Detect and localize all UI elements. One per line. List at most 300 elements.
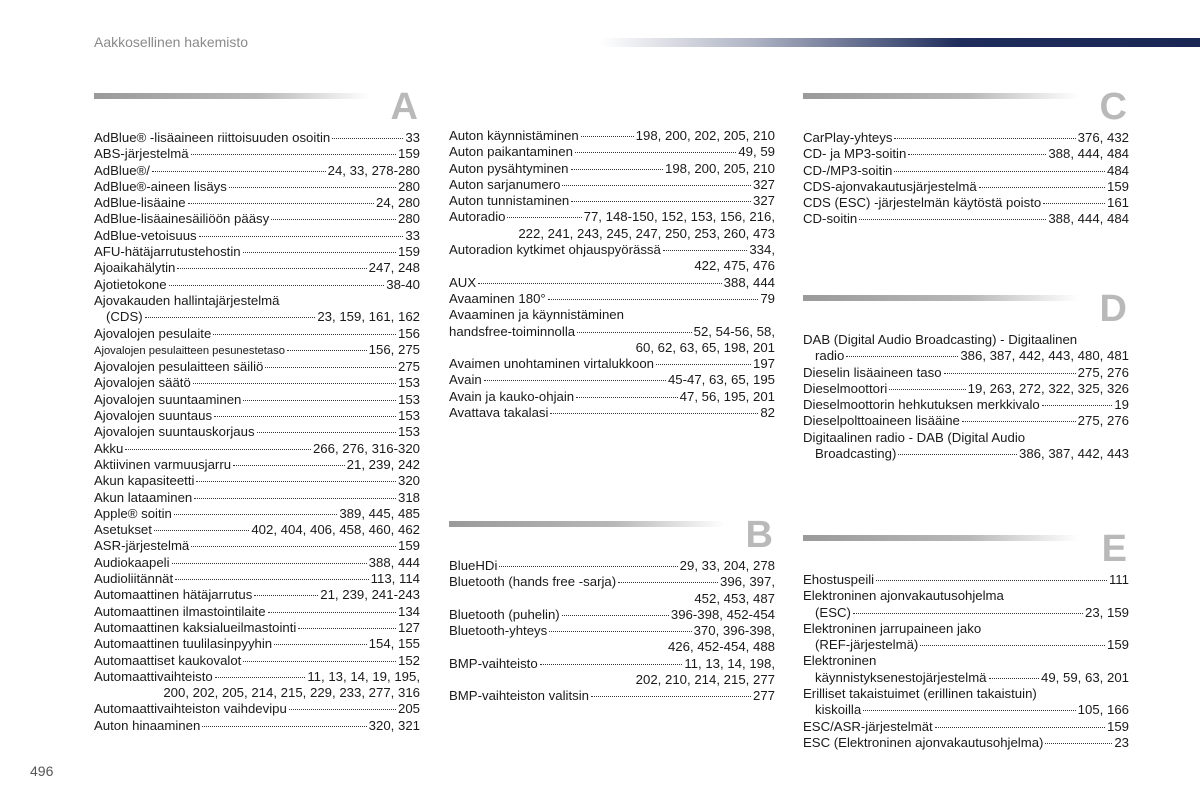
dot-leader — [979, 187, 1105, 188]
dot-leader — [962, 421, 1076, 422]
index-term: Audioliitännät — [94, 571, 174, 587]
index-page-refs: 334, — [749, 242, 775, 258]
index-term: BMP-vaihteiston valitsin — [449, 688, 589, 704]
index-column-2 — [449, 128, 775, 421]
index-entry — [94, 342, 420, 359]
index-term: Auton käynnistäminen — [449, 128, 579, 143]
dot-leader — [575, 152, 736, 153]
index-page-refs: 19 — [1114, 397, 1129, 413]
index-page-refs: 402, 404, 406, 458, 460, 462 — [251, 522, 420, 538]
index-entry — [449, 291, 775, 307]
index-page-refs: 266, 276, 316-320 — [312, 440, 420, 456]
index-page-refs: 318 — [397, 489, 420, 505]
index-term: AdBlue®-aineen lisäys — [94, 178, 227, 194]
index-entry — [94, 277, 420, 293]
index-page-refs: 105, 166 — [1077, 702, 1129, 718]
index-term: Autoradion kytkimet ohjauspyörässä — [449, 242, 661, 258]
dot-leader — [571, 201, 751, 202]
index-page-refs: 376, 432 — [1077, 130, 1129, 145]
index-entry — [449, 324, 775, 340]
index-term: Automaattinen tuulilasinpyyhin — [94, 636, 273, 652]
index-entry — [449, 242, 775, 258]
dot-leader — [571, 169, 664, 170]
index-entry — [94, 604, 420, 620]
index-list-c — [803, 130, 1129, 228]
index-page-refs: 388, 444, 484 — [1048, 146, 1129, 162]
index-entry — [803, 365, 1129, 381]
index-entry — [94, 718, 420, 734]
index-entry — [94, 506, 420, 522]
dot-leader — [549, 631, 691, 632]
index-term: AdBlue® -lisäaineen riittoisuuden osoitin — [94, 130, 331, 145]
index-entry — [94, 587, 420, 603]
index-entry — [803, 588, 1129, 604]
index-page-refs: 275, 276 — [1077, 364, 1129, 380]
dot-leader — [243, 400, 396, 401]
index-term: käynnistyksenestojärjestelmä — [815, 669, 987, 685]
section-e — [803, 528, 1129, 751]
index-page-refs: 159 — [1106, 178, 1129, 194]
index-term: CarPlay-yhteys — [803, 130, 893, 145]
index-term: Akun lataaminen — [94, 489, 193, 505]
index-entry — [94, 457, 420, 473]
dot-leader — [257, 432, 396, 433]
section-d-heading — [803, 288, 1129, 332]
section-rule — [803, 535, 1079, 541]
index-entry — [449, 688, 775, 704]
dot-leader — [894, 171, 1105, 172]
dot-leader — [591, 696, 751, 697]
dot-leader — [548, 299, 759, 300]
index-term: Dieselin lisäaineen taso — [803, 364, 942, 380]
dot-leader — [243, 252, 396, 253]
dot-leader — [243, 661, 396, 662]
index-term: CD-soitin — [803, 211, 858, 227]
dot-leader — [1045, 743, 1112, 744]
dot-leader — [663, 250, 747, 251]
index-entry — [449, 161, 775, 177]
section-letter-c: C — [1099, 86, 1127, 128]
dot-leader — [1043, 203, 1105, 204]
index-entry — [803, 572, 1129, 588]
index-term: Automaattiset kaukovalot — [94, 652, 242, 668]
index-entry — [803, 430, 1129, 446]
index-page-refs: 82 — [760, 405, 775, 421]
index-entry — [94, 309, 420, 325]
index-entry — [449, 591, 775, 607]
index-entry — [94, 441, 420, 457]
index-entry — [94, 571, 420, 587]
dot-leader — [1042, 405, 1113, 406]
index-entry — [449, 258, 775, 274]
index-page-refs: 386, 387, 442, 443 — [1019, 446, 1129, 462]
index-page-refs: 153 — [397, 375, 420, 391]
index-page-refs: 19, 263, 272, 322, 325, 326 — [967, 380, 1129, 396]
index-page-refs: 49, 59 — [738, 144, 775, 160]
index-entry — [449, 607, 775, 623]
index-term: AUX — [449, 274, 477, 290]
index-page-refs: 21, 239, 242 — [346, 456, 420, 472]
dot-leader — [191, 546, 396, 547]
index-page-refs: 49, 59, 63, 201 — [1041, 669, 1129, 685]
index-entry — [449, 389, 775, 405]
index-page-refs: 452, 453, 487 — [694, 590, 775, 606]
index-term: Auton paikantaminen — [449, 144, 573, 160]
dot-leader — [229, 187, 396, 188]
index-term: Autoradio — [449, 209, 506, 225]
index-term: Automaattinen kaksialueilmastointi — [94, 619, 297, 635]
section-letter-b: B — [745, 514, 773, 556]
index-term: Ajovakauden hallintajärjestelmä — [94, 292, 280, 308]
page-number: 496 — [30, 763, 54, 779]
index-page-refs: 47, 56, 195, 201 — [679, 388, 775, 404]
index-entry — [803, 195, 1129, 211]
dot-leader — [298, 628, 396, 629]
index-term: Ehostuspeili — [803, 572, 875, 587]
index-page-refs: 161 — [1106, 195, 1129, 211]
index-page-refs: 388, 444, 484 — [1048, 211, 1129, 227]
index-entry — [449, 340, 775, 356]
dot-leader — [202, 726, 366, 727]
index-page-refs: 277 — [752, 688, 775, 704]
index-page-refs: 389, 445, 485 — [339, 505, 420, 521]
index-entry — [94, 620, 420, 636]
index-term: Auton tunnistaminen — [449, 193, 570, 209]
index-page-refs: 205 — [397, 701, 420, 717]
index-page-refs: 52, 54-56, 58, — [693, 323, 775, 339]
index-entry — [94, 424, 420, 440]
index-page-refs: 111 — [1108, 572, 1129, 587]
index-entry — [449, 672, 775, 688]
index-page-refs: 159 — [397, 244, 420, 260]
index-term: Elektroninen jarrupaineen jako — [803, 620, 982, 636]
index-page-refs: 79 — [760, 290, 775, 306]
dot-leader — [254, 595, 318, 596]
index-term: AdBlue-lisäaine — [94, 195, 186, 211]
index-page-refs: 24, 33, 278-280 — [327, 162, 420, 178]
index-page-refs: 24, 280 — [376, 195, 420, 211]
index-term: Auton pysähtyminen — [449, 160, 569, 176]
index-term: Erilliset takaistuimet (erillinen takaistuin) — [803, 686, 1037, 702]
dot-leader — [853, 613, 1083, 614]
dot-leader — [540, 664, 683, 665]
index-term: Avain ja kauko-ohjain — [449, 388, 575, 404]
dot-leader — [265, 367, 396, 368]
index-entry — [803, 621, 1129, 637]
index-entry — [449, 226, 775, 242]
index-term: Avattava takalasi — [449, 405, 549, 421]
dot-leader — [215, 677, 306, 678]
page-header-title: Aakkosellinen hakemisto — [94, 34, 249, 50]
index-entry — [94, 211, 420, 227]
index-page-refs: 200, 202, 205, 214, 215, 229, 233, 277, 316 — [163, 685, 420, 701]
index-entry — [94, 555, 420, 571]
index-term: AdBlue®/ — [94, 162, 150, 178]
index-term: Akku — [94, 440, 124, 456]
index-entry — [94, 653, 420, 669]
index-page-refs: 38-40 — [386, 276, 420, 292]
dot-leader — [152, 171, 326, 172]
index-entry — [803, 686, 1129, 702]
index-term: radio — [815, 348, 845, 364]
index-term: ASR-järjestelmä — [94, 538, 190, 554]
dot-leader — [172, 563, 367, 564]
dot-leader — [199, 236, 404, 237]
index-entry — [94, 392, 420, 408]
index-term: Apple® soitin — [94, 505, 172, 521]
index-entry — [94, 260, 420, 276]
index-entry — [94, 163, 420, 179]
index-page-refs: 153 — [397, 408, 420, 424]
index-entry — [94, 490, 420, 506]
section-b-heading — [449, 514, 775, 558]
index-page-refs: 113, 114 — [370, 571, 420, 587]
dot-leader — [484, 380, 666, 381]
index-page-refs: 29, 33, 204, 278 — [679, 558, 775, 573]
index-page-refs: 11, 13, 14, 198, — [684, 655, 775, 671]
index-term: Avaimen unohtaminen virtalukkoon — [449, 356, 655, 372]
index-term: AFU-hätäjarrutustehostin — [94, 244, 241, 260]
index-term: Dieselpolttoaineen lisääine — [803, 413, 960, 429]
index-page-refs: 33 — [405, 227, 420, 243]
index-term: Aktiivinen varmuusjarru — [94, 456, 232, 472]
index-term: Ajovalojen pesulaitteen pesunestetaso — [94, 344, 285, 357]
index-page-refs: 247, 248 — [368, 260, 420, 276]
index-page-refs: 159 — [397, 538, 420, 554]
section-e-heading — [803, 528, 1129, 572]
index-page-refs: 388, 444 — [368, 554, 420, 570]
index-entry — [94, 293, 420, 309]
dot-leader — [177, 268, 366, 269]
index-term: Ajovalojen suuntaus — [94, 408, 213, 424]
dot-leader — [618, 582, 718, 583]
dot-leader — [271, 219, 396, 220]
index-page-refs: 156, 275 — [368, 341, 420, 357]
section-rule — [94, 93, 370, 99]
index-entry — [803, 179, 1129, 195]
dot-leader — [196, 481, 396, 482]
index-term: Ajoaikahälytin — [94, 260, 176, 276]
index-term: Automaattinen hätäjarrutus — [94, 587, 253, 603]
index-page-refs: 60, 62, 63, 65, 198, 201 — [635, 339, 775, 355]
index-entry — [94, 228, 420, 244]
index-term: (REF-järjestelmä) — [815, 637, 919, 653]
index-entry — [94, 179, 420, 195]
index-page-refs: 388, 444 — [723, 274, 775, 290]
index-term: DAB (Digital Audio Broadcasting) - Digitaalinen — [803, 332, 1078, 347]
index-page-refs: 275 — [397, 359, 420, 375]
dot-leader — [233, 465, 345, 466]
index-page-refs: 23 — [1114, 734, 1129, 750]
dot-leader — [268, 612, 396, 613]
index-entry — [94, 408, 420, 424]
index-entry — [803, 348, 1129, 364]
dot-leader — [499, 566, 677, 567]
index-term: kiskoilla — [815, 702, 862, 718]
dot-leader — [562, 615, 669, 616]
index-entry — [803, 605, 1129, 621]
index-entry — [803, 702, 1129, 718]
index-term: ESC/ASR-järjestelmät — [803, 718, 933, 734]
index-entry — [449, 639, 775, 655]
index-entry — [803, 130, 1129, 146]
index-entry — [449, 623, 775, 639]
dot-leader — [656, 364, 751, 365]
dot-leader — [125, 449, 311, 450]
dot-leader — [191, 154, 396, 155]
dot-leader — [576, 397, 678, 398]
index-page-refs: 21, 239, 241-243 — [320, 587, 420, 603]
index-term: BlueHDi — [449, 558, 498, 573]
index-page-refs: 422, 475, 476 — [694, 258, 775, 274]
index-page-refs: 280 — [397, 211, 420, 227]
section-b — [449, 514, 775, 705]
index-page-refs: 159 — [1106, 637, 1129, 653]
dot-leader — [989, 678, 1039, 679]
index-term: AdBlue-vetoisuus — [94, 227, 197, 243]
index-entry — [803, 446, 1129, 462]
index-entry — [803, 381, 1129, 397]
dot-leader — [213, 334, 396, 335]
index-list-a-part2 — [449, 128, 775, 421]
index-page-refs: 280 — [397, 178, 420, 194]
index-entry — [94, 701, 420, 717]
dot-leader — [577, 332, 692, 333]
index-page-refs: 327 — [752, 176, 775, 192]
index-term: (CDS) — [106, 309, 143, 325]
index-term: (ESC) — [815, 604, 851, 620]
dot-leader — [169, 285, 385, 286]
dot-leader — [332, 138, 403, 139]
index-term: Elektroninen ajonvakautusohjelma — [803, 588, 1004, 604]
index-entry — [449, 574, 775, 590]
section-a-heading — [94, 86, 420, 130]
index-list-e — [803, 572, 1129, 751]
index-entry — [449, 144, 775, 160]
index-entry — [449, 307, 775, 323]
dot-leader — [214, 416, 396, 417]
index-term: Dieselmoottorin hehkutuksen merkkivalo — [803, 397, 1040, 413]
index-entry — [803, 653, 1129, 669]
index-page-refs: 426, 452-454, 488 — [667, 639, 775, 655]
index-entry — [803, 146, 1129, 162]
dot-leader — [935, 727, 1105, 728]
index-entry — [803, 670, 1129, 686]
index-entry — [449, 656, 775, 672]
section-letter-e: E — [1101, 528, 1127, 570]
section-c-heading — [803, 86, 1129, 130]
dot-leader — [859, 219, 1046, 220]
index-page-refs: 327 — [752, 193, 775, 209]
dot-leader — [289, 709, 396, 710]
index-page-refs: 77, 148-150, 152, 153, 156, 216, — [583, 209, 775, 225]
index-entry — [94, 375, 420, 391]
index-page-refs: 159 — [1106, 718, 1129, 734]
index-term: Dieselmoottori — [803, 380, 888, 396]
index-page-refs: 159 — [397, 146, 420, 162]
index-term: Broadcasting) — [815, 446, 897, 462]
dot-leader — [581, 136, 634, 137]
dot-leader — [194, 498, 396, 499]
index-term: CDS (ESC) -järjestelmän käytöstä poisto — [803, 195, 1042, 211]
index-term: Bluetooth-yhteys — [449, 623, 548, 639]
section-letter-d: D — [1099, 288, 1127, 330]
index-entry — [94, 538, 420, 554]
index-entry — [803, 397, 1129, 413]
index-term: Automaattinen ilmastointilaite — [94, 603, 266, 619]
index-entry — [803, 211, 1129, 227]
index-entry — [94, 146, 420, 162]
index-entry — [803, 735, 1129, 751]
index-page-refs: 320, 321 — [368, 717, 420, 733]
index-term: handsfree-toiminnolla — [449, 323, 576, 339]
index-page-refs: 134 — [397, 603, 420, 619]
index-term: ESC (Elektroninen ajonvakautusohjelma) — [803, 734, 1044, 750]
index-page-refs: 127 — [397, 619, 420, 635]
index-term: Ajovalojen suuntauskorjaus — [94, 424, 255, 440]
dot-leader — [145, 317, 316, 318]
index-entry — [803, 637, 1129, 653]
index-term: CDS-ajonvakautusjärjestelmä — [803, 178, 977, 194]
index-column-1 — [94, 86, 420, 734]
header-decorative-bar — [600, 38, 1200, 47]
dot-leader — [550, 413, 758, 414]
index-page-refs: 202, 210, 214, 215, 277 — [635, 672, 775, 688]
section-rule — [803, 295, 1079, 301]
index-entry — [94, 669, 420, 685]
index-term: Ajotietokone — [94, 276, 167, 292]
dot-leader — [894, 138, 1075, 139]
index-list-d — [803, 332, 1129, 462]
index-page-refs: 197 — [752, 356, 775, 372]
index-term: Audiokaapeli — [94, 554, 170, 570]
dot-leader — [188, 203, 374, 204]
dot-leader — [562, 185, 751, 186]
index-page-refs: 11, 13, 14, 19, 195, — [307, 668, 420, 684]
index-term: Ajovalojen suuntaaminen — [94, 391, 242, 407]
index-term: Ajovalojen säätö — [94, 375, 191, 391]
section-d — [803, 288, 1129, 462]
index-entry — [803, 332, 1129, 348]
index-page-refs: 153 — [397, 424, 420, 440]
index-page-refs: 320 — [397, 473, 420, 489]
index-entry — [94, 636, 420, 652]
index-term: Ajovalojen pesulaite — [94, 325, 212, 341]
dot-leader — [193, 383, 396, 384]
index-term: Avain — [449, 372, 482, 388]
index-entry — [449, 558, 775, 574]
index-page-refs: 154, 155 — [368, 636, 420, 652]
index-page-refs: 152 — [397, 652, 420, 668]
section-rule — [803, 93, 1079, 99]
dot-leader — [898, 454, 1017, 455]
index-page-refs: 23, 159, 161, 162 — [317, 309, 420, 325]
index-page-refs: 45-47, 63, 65, 195 — [667, 372, 775, 388]
index-entry — [94, 244, 420, 260]
index-term: Bluetooth (puhelin) — [449, 606, 560, 622]
index-entry — [94, 326, 420, 342]
section-letter-a: A — [390, 86, 418, 128]
index-term: Automaattivaihteiston vaihdevipu — [94, 701, 287, 717]
index-entry — [449, 275, 775, 291]
index-list-a-part1 — [94, 130, 420, 734]
index-entry — [449, 372, 775, 388]
dot-leader — [175, 579, 368, 580]
index-term: Ajovalojen pesulaitteen säiliö — [94, 359, 264, 375]
index-term: CD-/MP3-soitin — [803, 162, 893, 178]
index-term: Avaaminen ja käynnistäminen — [449, 307, 624, 323]
index-term: Avaaminen 180° — [449, 290, 546, 306]
